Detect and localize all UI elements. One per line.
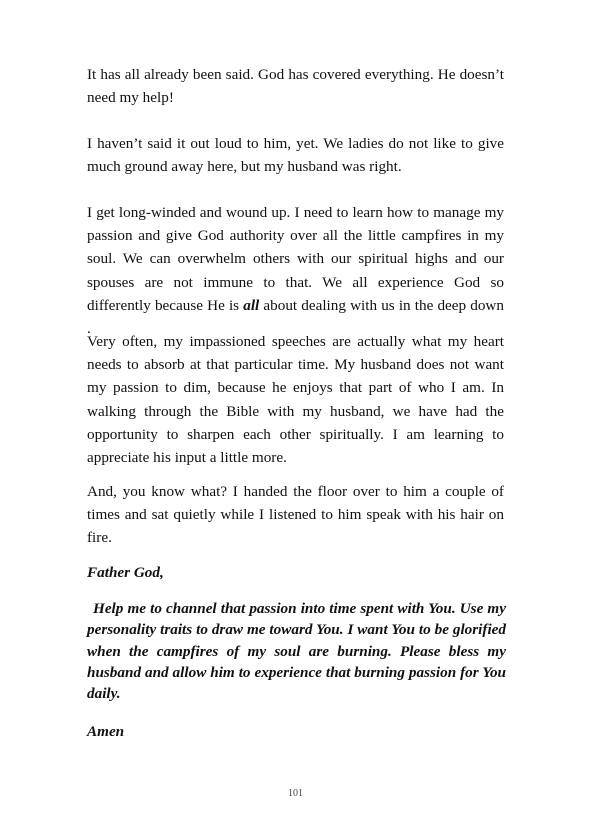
prayer-closing: Amen xyxy=(87,723,125,740)
prayer-salutation: Father God, xyxy=(87,564,164,581)
paragraph-2: I haven’t said it out loud to him, yet. We ladies do not like to give much ground away here, but my husband was right. xyxy=(87,135,504,176)
emphasis-all: all xyxy=(243,296,260,314)
page-number: 101 xyxy=(288,788,303,799)
paragraph-3-text-before: I get long-winded and wound up. I need to learn how to manage my passion and give God authority over all the little campfires in my soul. We can overwhelm others with our spiritual highs and our spouses are not immune to that. We all experience God so differently because He is xyxy=(87,204,504,314)
prayer-body: Help me to channel that passion into time spent with You. Use my personality traits to draw me toward You. I want You to be glorified when the campfires of my soul are burning. Please bless my husband and allow him to experience that burning passion for You daily. xyxy=(87,600,506,703)
paragraph-3 xyxy=(87,201,504,340)
paragraph-5: And, you know what? I handed the floor over to him a couple of times and sat quietly while I listened to him speak with his hair on fire. xyxy=(87,483,504,547)
paragraph-3-text-after: about dealing with us in the deep down . xyxy=(87,296,504,338)
paragraph-4: Very often, my impassioned speeches are actually what my heart needs to absorb at that particular time. My husband does not want my passion to dim, because he enjoys that part of who I am. In walking through the Bible with my husband, we have had the opportunity to sharpen each other spiritually. I am learning to appreciate his input a little more. xyxy=(87,333,504,467)
paragraph-1: It has all already been said. God has covered everything. He doesn’t need my help! xyxy=(87,66,504,107)
